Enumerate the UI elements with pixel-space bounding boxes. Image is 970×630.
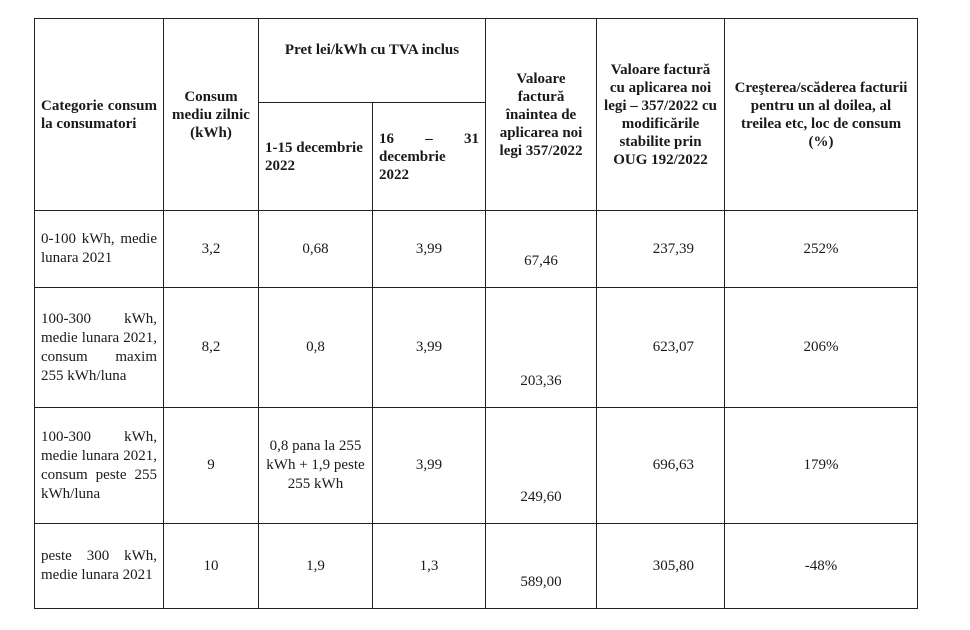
cell-price-period-2: 1,3 (373, 524, 486, 609)
header-bill-after: Valoare factură cu aplicarea noi legi – 357/2022 cu modificările stabilite prin OUG 192/2022 (597, 19, 725, 211)
header-category: Categorie consum la consumatori (35, 19, 164, 211)
cell-price-period-1: 0,8 pana la 255 kWh + 1,9 peste 255 kWh (259, 408, 373, 524)
tariff-comparison-table (34, 18, 918, 609)
cell-bill-after: 623,07 (597, 288, 725, 408)
cell-bill-after: 305,80 (597, 524, 725, 609)
cell-consumption: 9 (164, 408, 259, 524)
cell-bill-after: 237,39 (597, 211, 725, 288)
cell-consumption: 8,2 (164, 288, 259, 408)
table-row (35, 211, 918, 288)
header-change: Creşterea/scăderea facturii pentru un al doilea, al treilea etc, loc de consum (%) (725, 19, 918, 211)
cell-category: 0-100 kWh, medie lunara 2021 (35, 211, 164, 288)
table-row (35, 288, 918, 408)
cell-change: -48% (725, 524, 918, 609)
cell-price-period-2: 3,99 (373, 288, 486, 408)
header-bill-before: Valoare factură înaintea de aplicarea noi legi 357/2022 (486, 19, 597, 211)
cell-bill-before: 249,60 (486, 408, 597, 524)
header-price-group: Pret lei/kWh cu TVA inclus (259, 19, 486, 103)
cell-price-period-1: 1,9 (259, 524, 373, 609)
cell-price-period-1: 0,68 (259, 211, 373, 288)
table-row (35, 408, 918, 524)
cell-price-period-1: 0,8 (259, 288, 373, 408)
cell-consumption: 3,2 (164, 211, 259, 288)
cell-category: 100-300 kWh, medie lunara 2021, consum maxim 255 kWh/luna (35, 288, 164, 408)
cell-price-period-2: 3,99 (373, 408, 486, 524)
cell-category: 100-300 kWh, medie lunara 2021, consum peste 255 kWh/luna (35, 408, 164, 524)
cell-bill-before: 203,36 (486, 288, 597, 408)
cell-bill-before: 589,00 (486, 524, 597, 609)
header-row-top (35, 19, 918, 103)
header-price-period-1: 1-15 decembrie 2022 (259, 103, 373, 211)
cell-category: peste 300 kWh, medie lunara 2021 (35, 524, 164, 609)
cell-bill-before: 67,46 (486, 211, 597, 288)
cell-change: 252% (725, 211, 918, 288)
header-price-period-2: 16 – 31 decembrie 2022 (373, 103, 486, 211)
cell-bill-after: 696,63 (597, 408, 725, 524)
cell-change: 179% (725, 408, 918, 524)
cell-price-period-2: 3,99 (373, 211, 486, 288)
cell-change: 206% (725, 288, 918, 408)
header-consumption: Consum mediu zilnic (kWh) (164, 19, 259, 211)
table-row (35, 524, 918, 609)
cell-consumption: 10 (164, 524, 259, 609)
